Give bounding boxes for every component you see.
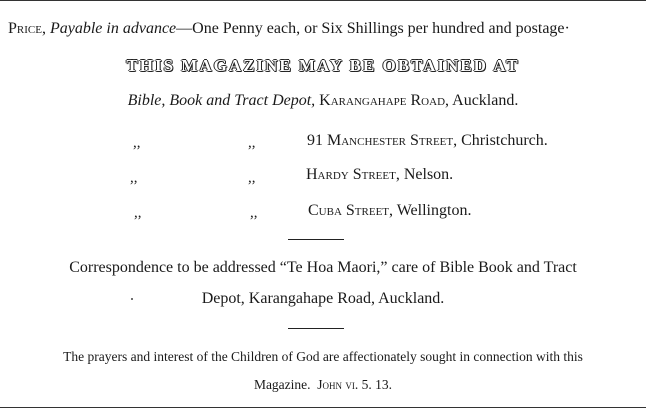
- ditto-mark: ,,: [250, 205, 258, 221]
- closing-line-2: [0, 377, 646, 393]
- depot-row-0: [0, 92, 646, 110]
- top-rule: [0, 0, 646, 1]
- ditto-mark: ,,: [248, 170, 256, 186]
- correspondence-line-2: Depot, Karangahape Road, Auckland.: [201, 290, 445, 307]
- correspondence-line-1: Correspondence to be addressed “Te Hoa Maori,” care of Bible Book and Tract: [69, 259, 577, 276]
- depot-street: 91 Manchester Street,: [307, 132, 458, 149]
- ditto-mark: ,,: [134, 205, 142, 221]
- depot-place: Bible, Book and Tract Depot,: [127, 92, 316, 109]
- depot-row-1: [307, 132, 548, 150]
- scripture-reference: John vi. 5. 13.: [317, 377, 393, 392]
- depot-street: Karangahape Road,: [319, 92, 450, 109]
- depot-city: Christchurch.: [461, 132, 548, 149]
- depot-row-2: [306, 166, 453, 184]
- price-rest: —One Penny each, or Six Shillings per hundred and postage·: [176, 20, 570, 37]
- separator-rule: [288, 239, 344, 240]
- price-label: Price,: [8, 20, 46, 37]
- depot-street: Hardy Street,: [306, 166, 400, 183]
- depot-row-3: [308, 202, 471, 220]
- depot-street: Cuba Street,: [308, 202, 394, 219]
- ditto-mark: ,,: [133, 135, 141, 151]
- ditto-mark: ,,: [130, 170, 138, 186]
- separator-rule: [288, 328, 344, 329]
- bottom-rule: [0, 407, 646, 408]
- heading: THIS MAGAZINE MAY BE OBTAINED AT: [126, 56, 520, 75]
- closing-line-1: The prayers and interest of the Children of God are affectionately sought in connection with this: [63, 349, 583, 364]
- ditto-mark: ,,: [248, 135, 256, 151]
- price-line: [8, 20, 570, 38]
- closing-magazine: Magazine.: [253, 377, 311, 392]
- depot-city: Wellington.: [396, 202, 472, 219]
- depot-city: Nelson.: [403, 166, 454, 183]
- price-terms: Payable in advance: [49, 20, 177, 37]
- depot-city: Auckland.: [452, 92, 519, 109]
